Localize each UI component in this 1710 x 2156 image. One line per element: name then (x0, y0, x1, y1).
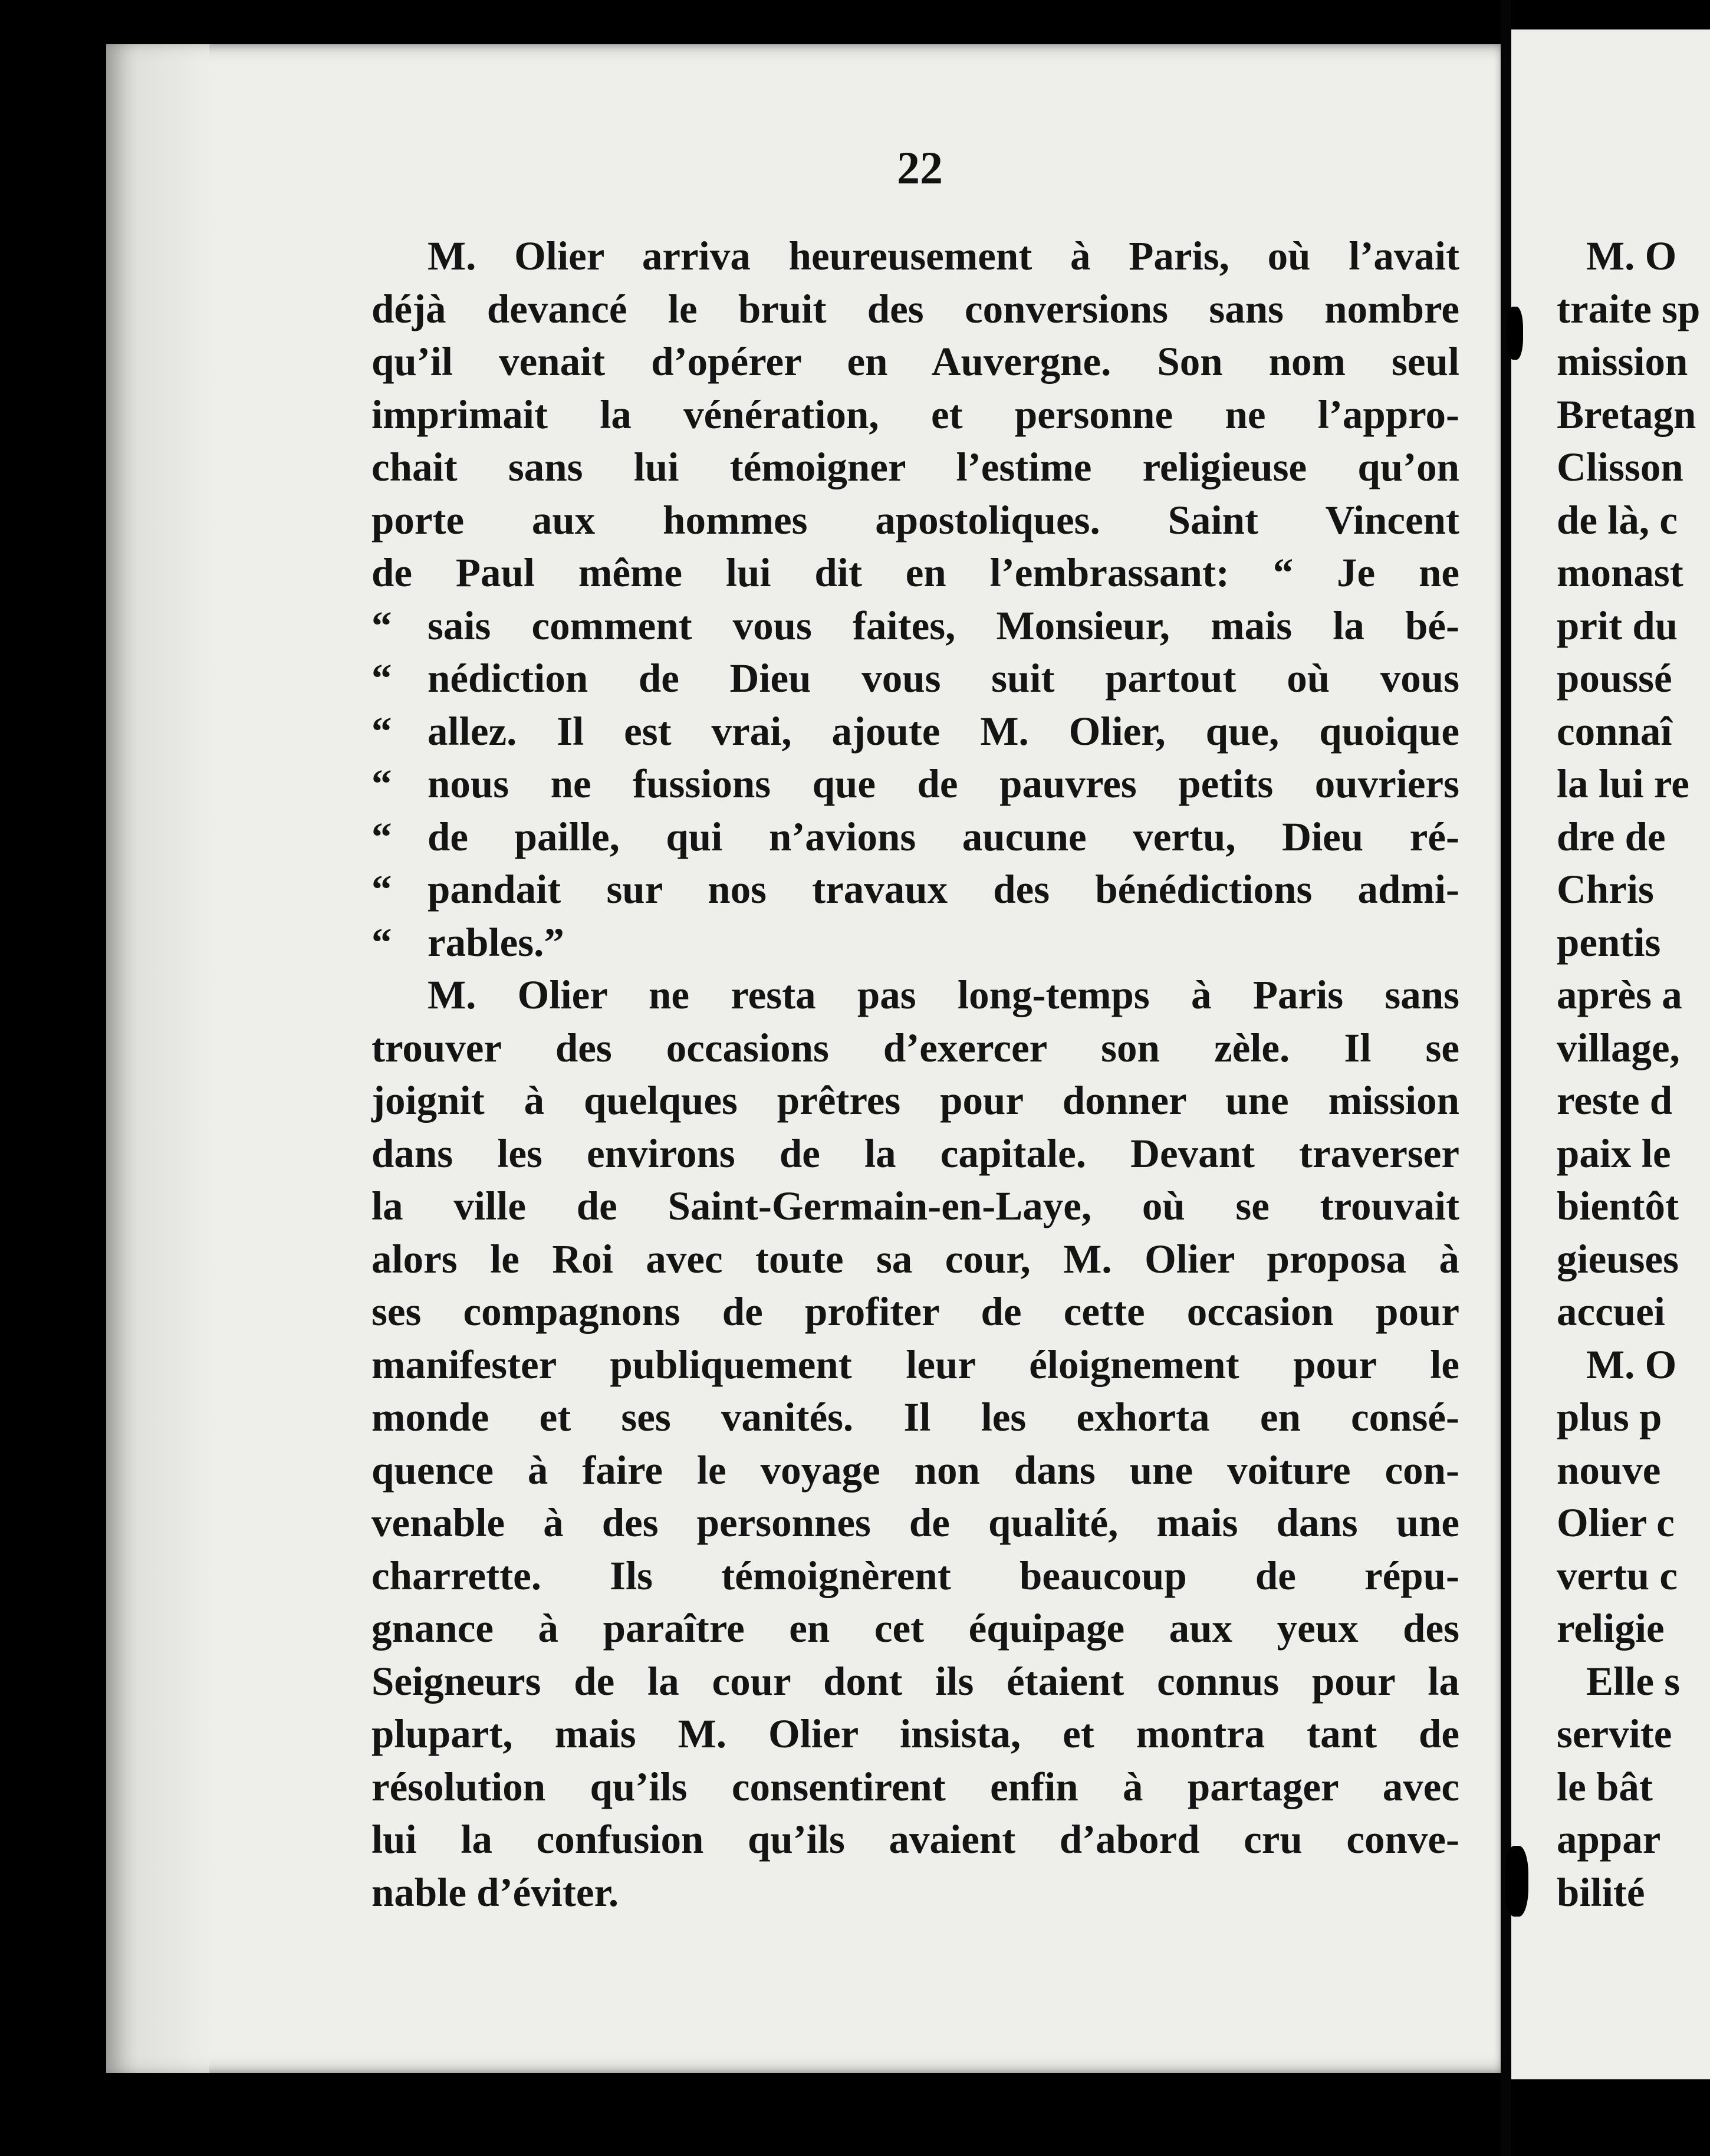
text-line (371, 1444, 1459, 1497)
text-line (371, 1233, 1459, 1286)
text-line: connaî (1557, 708, 1672, 754)
page-number: 22 (897, 142, 943, 193)
text-line (371, 494, 1459, 547)
text-line-content: gnance à paraître en cet équipage aux yeux des (371, 1606, 1459, 1651)
text-line-content: alors le Roi avec toute sa cour, M. Olier proposa à (371, 1236, 1459, 1281)
text-line (371, 1497, 1459, 1550)
text-line (371, 336, 1459, 389)
text-line (371, 1708, 1459, 1761)
text-line: pentis (1557, 919, 1661, 965)
text-line: bilité (1557, 1869, 1645, 1915)
quote-mark: “ (371, 761, 392, 806)
text-line-content: ses compagnons de profiter de cette occasion pour (371, 1289, 1459, 1334)
quote-mark: “ (371, 814, 392, 859)
text-line: traite sp (1557, 286, 1701, 331)
text-line (371, 811, 1459, 864)
text-line-content: déjà devancé le bruit des conversions sans nombre (371, 286, 1459, 331)
text-line: reste d (1557, 1078, 1673, 1123)
text-line (371, 1761, 1459, 1814)
text-line-content: plupart, mais M. Olier insista, et montra tant de (371, 1711, 1459, 1756)
text-line: gieuses (1557, 1236, 1679, 1281)
text-line (371, 547, 1459, 600)
text-line: M. O (1586, 1342, 1677, 1387)
text-line: nouve (1557, 1447, 1661, 1493)
quote-mark: “ (371, 603, 392, 648)
text-line-content: résolution qu’ils consentirent enfin à partager avec (371, 1764, 1459, 1809)
quote-mark: “ (371, 656, 392, 701)
text-line (371, 1022, 1459, 1075)
ink-blot (1505, 1846, 1528, 1917)
text-line (371, 1866, 1459, 1920)
text-line (371, 1339, 1459, 1392)
text-line-content: manifester publiquement leur éloignement pour le (371, 1342, 1459, 1387)
text-line: vertu c (1557, 1553, 1678, 1598)
text-line (371, 600, 1459, 653)
text-line-content: allez. Il est vrai, ajoute M. Olier, que, quoique (427, 708, 1459, 754)
text-line (371, 1074, 1459, 1128)
right-page-text (1557, 230, 1710, 1919)
text-line (371, 1602, 1459, 1655)
text-line-content: trouver des occasions d’exercer son zèle. Il se (371, 1025, 1459, 1070)
text-line: la lui re (1557, 761, 1689, 806)
text-line: plus p (1557, 1395, 1662, 1439)
text-line: bientôt (1557, 1184, 1679, 1228)
text-line-content: lui la confusion qu’ils avaient d’abord cru conve- (371, 1817, 1459, 1862)
text-line (371, 1128, 1459, 1181)
text-line-content: de Paul même lui dit en l’embrassant: “ Je ne (371, 550, 1459, 595)
text-line (371, 1813, 1459, 1866)
text-line (371, 1550, 1459, 1603)
text-line-content: dans les environs de la capitale. Devant traverser (371, 1130, 1459, 1176)
left-page-edge (106, 44, 209, 2073)
text-line-content: qu’il venait d’opérer en Auvergne. Son nom seul (371, 339, 1459, 384)
quote-mark: “ (371, 919, 392, 965)
text-line-content: Seigneurs de la cour dont ils étaient connus pour la (371, 1658, 1459, 1704)
text-line: poussé (1557, 656, 1672, 701)
text-line: appar (1557, 1817, 1661, 1862)
text-line (371, 283, 1459, 336)
text-line-content: M. Olier ne resta pas long-temps à Paris sans (427, 972, 1459, 1017)
text-line (371, 230, 1459, 283)
text-line-content: porte aux hommes apostoliques. Saint Vincent (371, 497, 1459, 543)
text-line-content: nédiction de Dieu vous suit partout où vous (427, 656, 1459, 701)
text-line: Elle s (1586, 1658, 1681, 1704)
text-line (371, 1655, 1459, 1708)
text-line: Olier c (1557, 1500, 1675, 1545)
text-line-content: nous ne fussions que de pauvres petits ouvriers (427, 761, 1459, 806)
text-line (371, 1286, 1459, 1339)
ink-blot (1507, 307, 1523, 360)
text-line-content: la ville de Saint-Germain-en-Laye, où se trouvait (371, 1184, 1459, 1228)
text-line-content: quence à faire le voyage non dans une voiture con- (371, 1447, 1459, 1493)
text-line: religie (1557, 1606, 1665, 1651)
text-line: accuei (1557, 1289, 1665, 1334)
text-line-content: chait sans lui témoigner l’estime religieuse qu’on (371, 445, 1459, 489)
text-line (371, 705, 1459, 758)
text-line-content: rables.” (427, 919, 564, 965)
text-line (371, 1180, 1459, 1233)
text-line (371, 1391, 1459, 1444)
text-line: Clisson (1557, 445, 1683, 489)
text-line: dre de (1557, 814, 1666, 859)
text-line: village, (1557, 1025, 1680, 1070)
text-line (371, 758, 1459, 811)
text-line: servite (1557, 1711, 1672, 1756)
text-line (371, 916, 1459, 969)
text-line-content: nable d’éviter. (371, 1869, 619, 1915)
text-line-content: monde et ses vanités. Il les exhorta en consé- (371, 1395, 1459, 1439)
text-line (371, 389, 1459, 442)
text-line: le bât (1557, 1764, 1653, 1809)
text-line-content: M. Olier arriva heureusement à Paris, où l’avait (427, 234, 1459, 278)
text-line: Chris (1557, 867, 1654, 912)
quote-mark: “ (371, 867, 392, 912)
text-line: après a (1557, 972, 1682, 1017)
text-line-content: charrette. Ils témoignèrent beaucoup de répu- (371, 1553, 1459, 1598)
text-line-content: pandait sur nos travaux des bénédictions admi- (427, 867, 1459, 912)
left-page-text (371, 230, 1459, 1919)
text-line: de là, c (1557, 497, 1678, 543)
text-line-content: sais comment vous faites, Monsieur, mais la bé- (427, 603, 1459, 648)
text-line (371, 441, 1459, 494)
text-line-content: imprimait la vénération, et personne ne l’appro- (371, 392, 1459, 437)
text-line (371, 652, 1459, 705)
text-line (371, 969, 1459, 1022)
text-line: monast (1557, 550, 1683, 595)
text-line: prit du (1557, 603, 1678, 648)
text-line (371, 863, 1459, 916)
text-line-content: venable à des personnes de qualité, mais dans une (371, 1500, 1459, 1545)
text-line-content: joignit à quelques prêtres pour donner une mission (371, 1078, 1459, 1123)
text-line-content: de paille, qui n’avions aucune vertu, Dieu ré- (427, 814, 1459, 859)
quote-mark: “ (371, 708, 392, 754)
text-line: paix le (1557, 1130, 1671, 1176)
text-line: mission (1557, 339, 1688, 384)
text-line: Bretagn (1557, 392, 1696, 437)
text-line: M. O (1586, 234, 1677, 278)
